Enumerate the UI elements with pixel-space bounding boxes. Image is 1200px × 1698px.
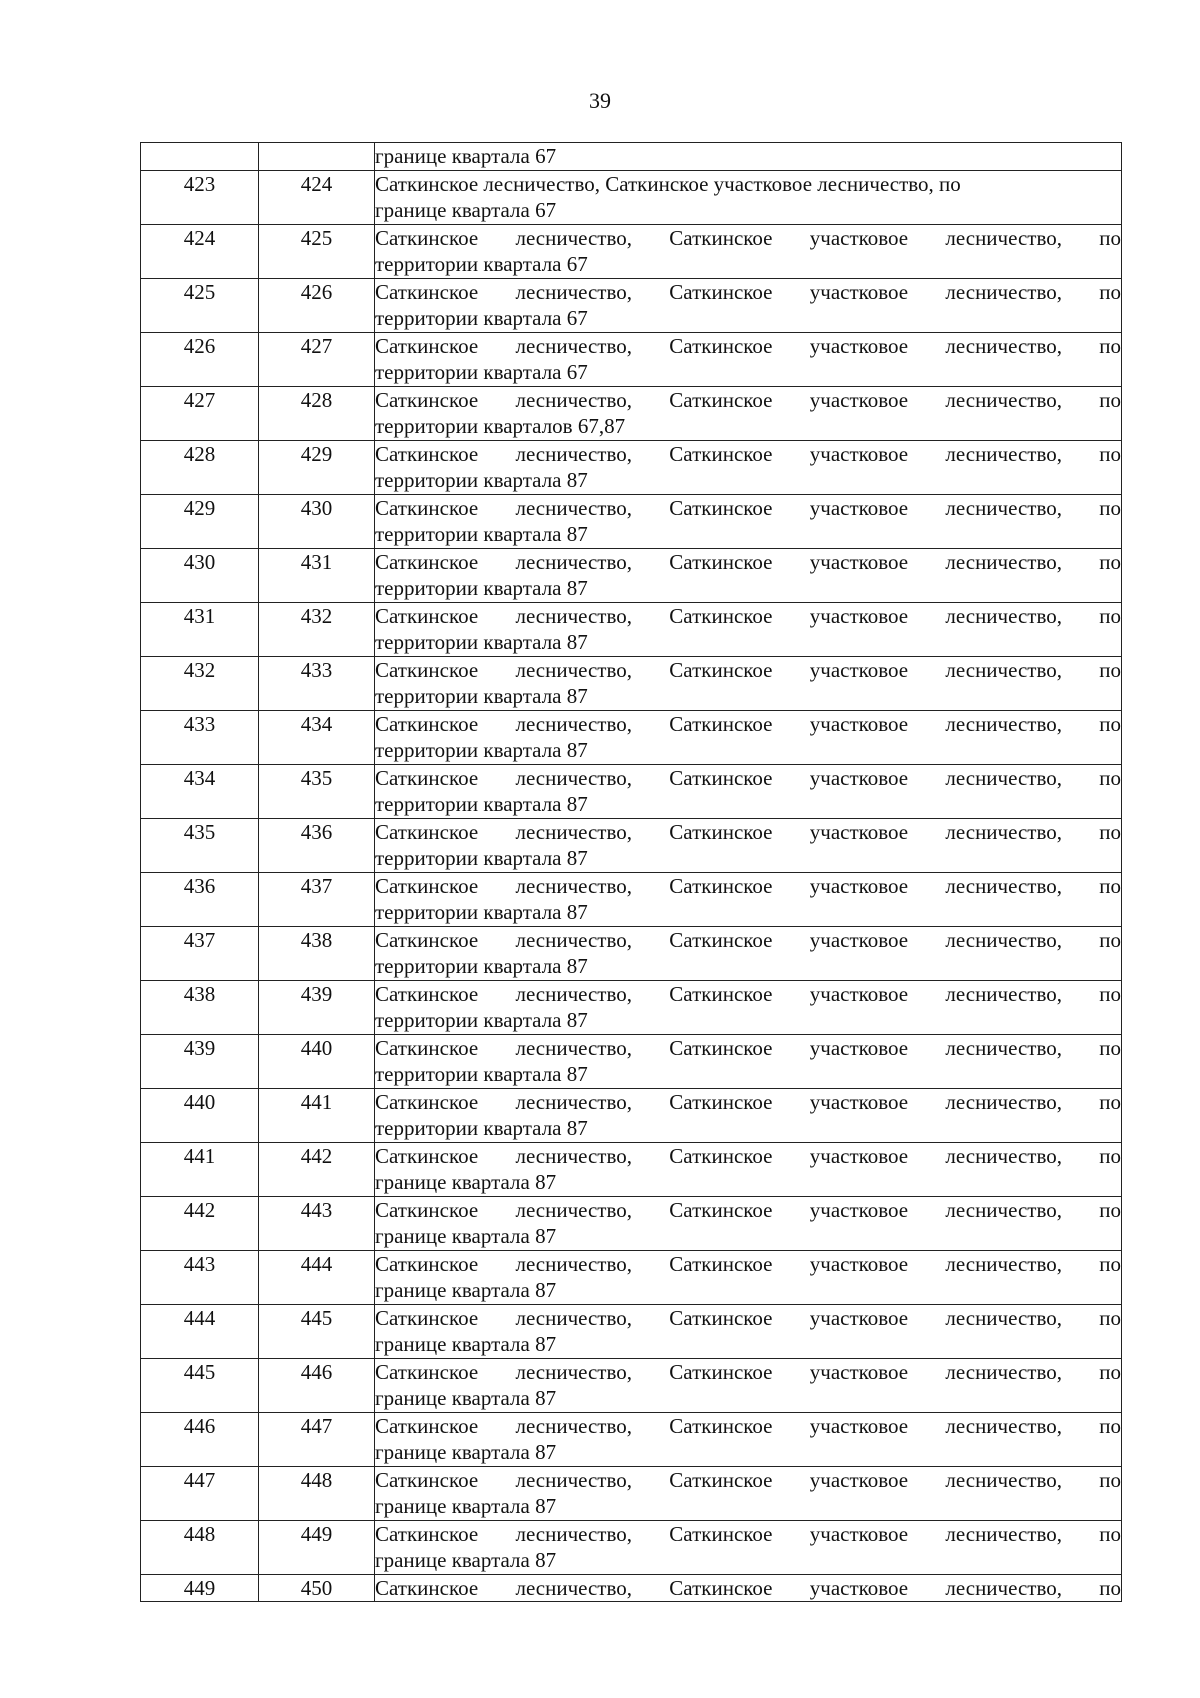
description-line-1: Саткинское лесничество, Саткинское участковое лесничество, по: [375, 171, 961, 196]
cell-from-point: 449: [141, 1574, 259, 1602]
description-line-1: Саткинское лесничество, Саткинское участковое лесничество, по: [375, 927, 1121, 952]
cell-to-point: [259, 143, 375, 171]
cell-from-point: 432: [141, 656, 259, 710]
description-line-1: Саткинское лесничество, Саткинское участковое лесничество, по: [375, 1467, 1121, 1492]
cell-from-point: 442: [141, 1196, 259, 1250]
cell-description: [375, 602, 1122, 656]
cell-from-point: 436: [141, 872, 259, 926]
description-line-1: Саткинское лесничество, Саткинское участковое лесничество, по: [375, 387, 1121, 412]
cell-description: [375, 1574, 1122, 1602]
description-line-1: Саткинское лесничество, Саткинское участковое лесничество, по: [375, 1305, 1121, 1330]
table-row: [141, 872, 1122, 926]
cell-to-point: 435: [259, 764, 375, 818]
cell-from-point: 425: [141, 278, 259, 332]
cell-to-point: 425: [259, 224, 375, 278]
description-line-1: Саткинское лесничество, Саткинское участковое лесничество, по: [375, 765, 1121, 790]
cell-description: [375, 1358, 1122, 1412]
description-line-1: Саткинское лесничество, Саткинское участковое лесничество, по: [375, 1143, 1121, 1168]
cell-description: [375, 764, 1122, 818]
table-row: [141, 1358, 1122, 1412]
table-row: [141, 818, 1122, 872]
cell-description: [375, 1304, 1122, 1358]
description-line-2: границе квартала 87: [375, 1440, 557, 1464]
cell-from-point: 430: [141, 548, 259, 602]
cell-to-point: 440: [259, 1034, 375, 1088]
cell-description: [375, 1142, 1122, 1196]
cell-to-point: 437: [259, 872, 375, 926]
cell-description: [375, 332, 1122, 386]
description-line-1: Саткинское лесничество, Саткинское участковое лесничество, по: [375, 1035, 1121, 1060]
cell-to-point: 449: [259, 1520, 375, 1574]
description-line-2: границе квартала 87: [375, 1494, 557, 1518]
description-line-2: территории квартала 87: [375, 468, 588, 492]
description-line-1: Саткинское лесничество, Саткинское участковое лесничество, по: [375, 279, 1121, 304]
description-line-1: Саткинское лесничество, Саткинское участковое лесничество, по: [375, 603, 1121, 628]
cell-to-point: 441: [259, 1088, 375, 1142]
description-line-2: территории квартала 87: [375, 1116, 588, 1140]
cell-description: [375, 278, 1122, 332]
table-row: [141, 386, 1122, 440]
cell-description: [375, 656, 1122, 710]
description-line-2: территории квартала 87: [375, 900, 588, 924]
description-line-2: территории квартала 67: [375, 252, 588, 276]
cell-from-point: 433: [141, 710, 259, 764]
cell-to-point: 450: [259, 1574, 375, 1602]
table-row: [141, 1196, 1122, 1250]
description-line-2: территории квартала 87: [375, 846, 588, 870]
cell-to-point: 445: [259, 1304, 375, 1358]
description-line-1: Саткинское лесничество, Саткинское участковое лесничество, по: [375, 1413, 1121, 1438]
cell-description: [375, 494, 1122, 548]
cell-to-point: 431: [259, 548, 375, 602]
cell-to-point: 444: [259, 1250, 375, 1304]
table-row: [141, 1142, 1122, 1196]
cell-from-point: 446: [141, 1412, 259, 1466]
table-row: [141, 710, 1122, 764]
description-line-2: территории квартала 87: [375, 1062, 588, 1086]
description-line-2: территории квартала 87: [375, 630, 588, 654]
cell-from-point: 435: [141, 818, 259, 872]
cell-to-point: 446: [259, 1358, 375, 1412]
cell-from-point: 438: [141, 980, 259, 1034]
table-row: [141, 440, 1122, 494]
description-text: границе квартала 67: [375, 144, 557, 168]
cell-description: [375, 872, 1122, 926]
cell-description: [375, 1466, 1122, 1520]
cell-description: [375, 170, 1122, 224]
description-line-1: Саткинское лесничество, Саткинское участковое лесничество, по: [375, 1197, 1121, 1222]
boundary-table-body: [141, 143, 1122, 1602]
cell-from-point: 444: [141, 1304, 259, 1358]
cell-from-point: 441: [141, 1142, 259, 1196]
cell-description: [375, 1034, 1122, 1088]
cell-to-point: 427: [259, 332, 375, 386]
cell-to-point: 429: [259, 440, 375, 494]
description-line-2: границе квартала 87: [375, 1386, 557, 1410]
cell-to-point: 439: [259, 980, 375, 1034]
description-line-2: территории квартала 87: [375, 522, 588, 546]
cell-description: [375, 980, 1122, 1034]
cell-description: [375, 1088, 1122, 1142]
table-row: [141, 332, 1122, 386]
cell-from-point: 434: [141, 764, 259, 818]
description-line-2: границе квартала 87: [375, 1224, 557, 1248]
cell-from-point: 428: [141, 440, 259, 494]
table-row: [141, 1088, 1122, 1142]
description-line-2: границе квартала 87: [375, 1170, 557, 1194]
table-row: [141, 548, 1122, 602]
cell-to-point: 428: [259, 386, 375, 440]
description-line-1: Саткинское лесничество, Саткинское участковое лесничество, по: [375, 1251, 1121, 1276]
cell-from-point: 437: [141, 926, 259, 980]
cell-description: [375, 386, 1122, 440]
table-row: [141, 278, 1122, 332]
cell-description: [375, 710, 1122, 764]
description-line-1: Саткинское лесничество, Саткинское участковое лесничество, по: [375, 1359, 1121, 1384]
description-line-2: территории квартала 87: [375, 576, 588, 600]
cell-to-point: 426: [259, 278, 375, 332]
cell-from-point: 431: [141, 602, 259, 656]
cell-description: [375, 1250, 1122, 1304]
cell-to-point: 434: [259, 710, 375, 764]
description-line-1: Саткинское лесничество, Саткинское участковое лесничество, по: [375, 333, 1121, 358]
cell-description: [375, 926, 1122, 980]
table-row: [141, 764, 1122, 818]
table-row-partial: [141, 1574, 1122, 1602]
description-line-1: Саткинское лесничество, Саткинское участковое лесничество, по: [375, 657, 1121, 682]
description-line-2: территории квартала 87: [375, 684, 588, 708]
description-line-1: Саткинское лесничество, Саткинское участковое лесничество, по: [375, 441, 1121, 466]
cell-to-point: 438: [259, 926, 375, 980]
boundary-table: [140, 142, 1122, 1602]
table-row: [141, 602, 1122, 656]
cell-from-point: 440: [141, 1088, 259, 1142]
description-line-2: территории кварталов 67,87: [375, 414, 626, 438]
description-line-1: Саткинское лесничество, Саткинское участковое лесничество, по: [375, 495, 1121, 520]
page-number: 39: [589, 88, 611, 113]
description-line-2: границе квартала 67: [375, 198, 557, 222]
cell-to-point: 436: [259, 818, 375, 872]
description-line-2: территории квартала 87: [375, 1008, 588, 1032]
description-line-1: Саткинское лесничество, Саткинское участковое лесничество, по: [375, 549, 1121, 574]
description-line-2: территории квартала 67: [375, 360, 588, 384]
cell-from-point: 443: [141, 1250, 259, 1304]
table-row: [141, 1520, 1122, 1574]
cell-from-point: 427: [141, 386, 259, 440]
cell-from-point: 423: [141, 170, 259, 224]
cell-to-point: 433: [259, 656, 375, 710]
cell-to-point: 447: [259, 1412, 375, 1466]
description-line-2: территории квартала 67: [375, 306, 588, 330]
cell-description: [375, 143, 1122, 171]
cell-from-point: 447: [141, 1466, 259, 1520]
description-line-1: Саткинское лесничество, Саткинское участковое лесничество, по: [375, 225, 1121, 250]
table-row: [141, 170, 1122, 224]
cell-from-point: 426: [141, 332, 259, 386]
description-line-2: территории квартала 87: [375, 738, 588, 762]
cell-to-point: 448: [259, 1466, 375, 1520]
table-row: [141, 1250, 1122, 1304]
description-line-1: Саткинское лесничество, Саткинское участковое лесничество, по: [375, 711, 1121, 736]
cell-to-point: 443: [259, 1196, 375, 1250]
cell-description: [375, 548, 1122, 602]
table-row: [141, 926, 1122, 980]
cell-description: [375, 224, 1122, 278]
table-row: [141, 494, 1122, 548]
cell-from-point: 424: [141, 224, 259, 278]
cell-description: [375, 1412, 1122, 1466]
cell-from-point: 439: [141, 1034, 259, 1088]
description-line-1: Саткинское лесничество, Саткинское участковое лесничество, по: [375, 1089, 1121, 1114]
cell-description: [375, 1196, 1122, 1250]
cell-from-point: 448: [141, 1520, 259, 1574]
cell-to-point: 442: [259, 1142, 375, 1196]
description-line-2: территории квартала 87: [375, 954, 588, 978]
cell-from-point: 429: [141, 494, 259, 548]
table-row: [141, 1466, 1122, 1520]
description-line-2: территории квартала 87: [375, 792, 588, 816]
description-line-1: Саткинское лесничество, Саткинское участковое лесничество, по: [375, 981, 1121, 1006]
table-row: [141, 1412, 1122, 1466]
description-line-1: Саткинское лесничество, Саткинское участковое лесничество, по: [375, 819, 1121, 844]
cell-to-point: 424: [259, 170, 375, 224]
table-row: [141, 1304, 1122, 1358]
description-line-1: Саткинское лесничество, Саткинское участковое лесничество, по: [375, 1575, 1121, 1600]
cell-description: [375, 440, 1122, 494]
description-line-2: границе квартала 87: [375, 1332, 557, 1356]
description-line-2: границе квартала 87: [375, 1278, 557, 1302]
cell-from-point: [141, 143, 259, 171]
cell-description: [375, 818, 1122, 872]
cell-to-point: 432: [259, 602, 375, 656]
description-line-1: Саткинское лесничество, Саткинское участковое лесничество, по: [375, 873, 1121, 898]
table-row: [141, 980, 1122, 1034]
description-line-2: границе квартала 87: [375, 1548, 557, 1572]
table-row: [141, 224, 1122, 278]
table-row: [141, 1034, 1122, 1088]
cell-to-point: 430: [259, 494, 375, 548]
cell-from-point: 445: [141, 1358, 259, 1412]
table-row: [141, 656, 1122, 710]
table-row-continuation: [141, 143, 1122, 171]
description-line-1: Саткинское лесничество, Саткинское участковое лесничество, по: [375, 1521, 1121, 1546]
cell-description: [375, 1520, 1122, 1574]
